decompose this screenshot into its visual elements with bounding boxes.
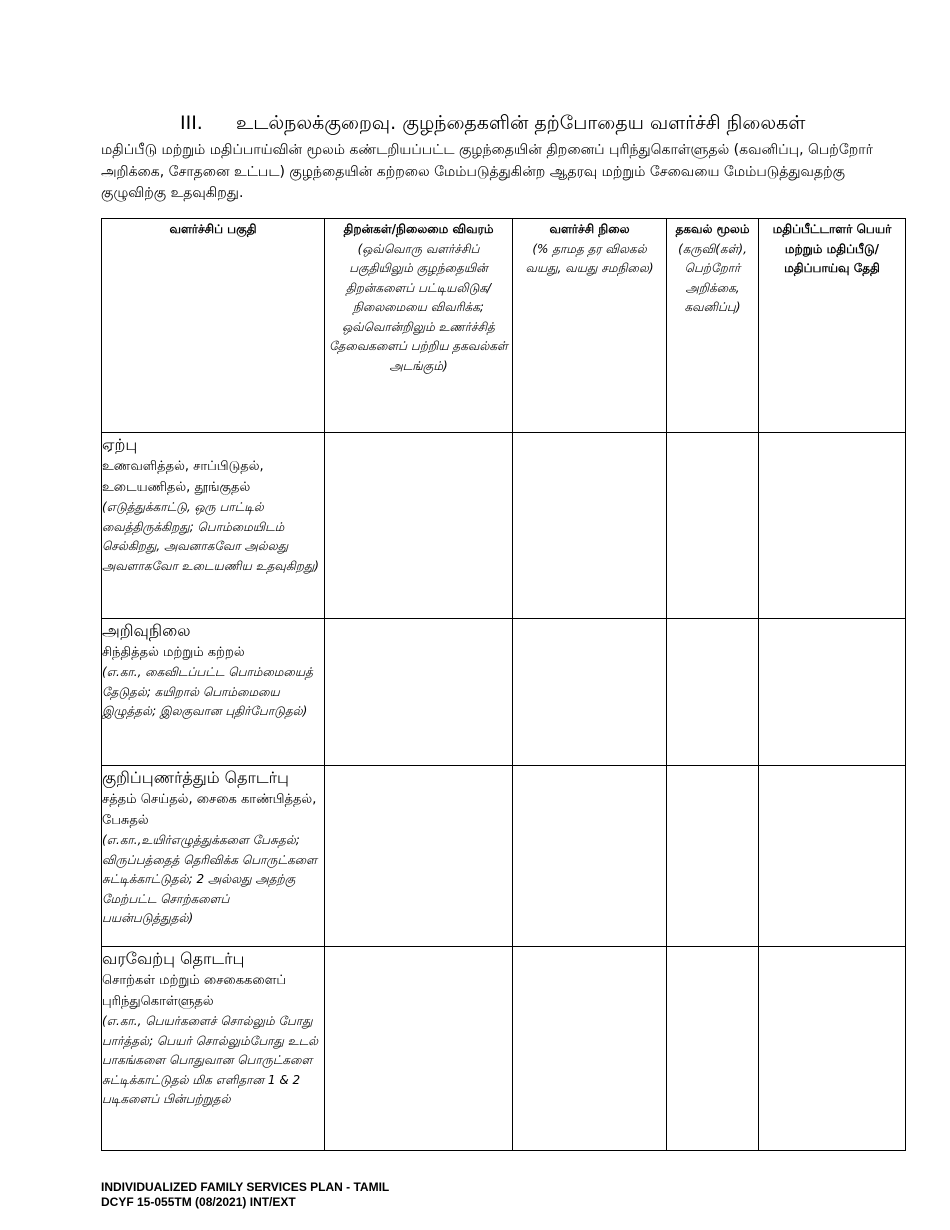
skills-cell[interactable] (325, 947, 513, 1151)
level-cell[interactable] (513, 766, 667, 947)
area-cell-cognitive: அறிவுநிலை சிந்தித்தல் மற்றும் கற்றல் (எ.கா., கைவிடப்பட்ட பொம்மையைத் தேடுதல்; கயிறால் பொம்மையை இழுத்தல்; இலகுவான புதிர்போடுதல்) (102, 619, 325, 766)
source-cell[interactable] (667, 619, 759, 766)
table-row (102, 619, 906, 766)
area-cell-adaptive: ஏற்பு உணவளித்தல், சாப்பிடுதல், உடையணிதல், தூங்குதல் (எடுத்துக்காட்டு, ஒரு பாட்டில் வைத்திருக்கிறது; பொம்மையிடம் செல்கிறது, அவனாகவோ அல்லது அவளாகவோ உடையணிய உதவுகிறது) (102, 433, 325, 619)
level-cell[interactable] (513, 433, 667, 619)
source-cell[interactable] (667, 433, 759, 619)
skills-cell[interactable] (325, 766, 513, 947)
area-cell-expressive-communication: குறிப்புணர்த்தும் தொடர்பு சத்தம் செய்தல், சைகை காண்பித்தல், பேசுதல் (எ.கா.,உயிர்எழுத்துக்களை பேசுதல்; விருப்பத்தைத் தெரிவிக்க பொருட்களை சுட்டிக்காட்டுதல்; 2 அல்லது அதற்கு மேற்பட்ட சொற்களைப் பயன்படுத்துதல்) (102, 766, 325, 947)
footer-form-number: DCYF 15-055TM (08/2021) INT/EXT (101, 1194, 296, 1209)
footer-form-title: INDIVIDUALIZED FAMILY SERVICES PLAN - TAMIL (101, 1180, 390, 1194)
section-number: III. (180, 112, 203, 134)
form-footer (101, 1180, 389, 1209)
section-intro: மதிப்பீடு மற்றும் மதிப்பாய்வின் மூலம் கண்டறியப்பட்ட குழந்தையின் திறனைப் புரிந்துகொள்ளுதல் (கவனிப்பு, பெற்றோர் அறிக்கை, சோதனை உட்பட) குழந்தையின் கற்றலை மேம்படுத்துகின்ற ஆதரவு மற்றும் சேவையை மேம்படுத்துவதற்கு குழுவிற்கு உதவுகிறது. (101, 142, 873, 201)
skills-cell[interactable] (325, 619, 513, 766)
section-heading (180, 112, 805, 137)
header-development-level: வளர்ச்சி நிலை (% தாமத தர விலகல் வயது, வயது சமநிலை) (513, 219, 667, 433)
area-cell-receptive-communication: வரவேற்பு தொடர்பு சொற்கள் மற்றும் சைகைகளைப் புரிந்துகொள்ளுதல் (எ.கா., பெயர்களைச் சொல்லும் போது பார்த்தல்; பெயர் சொல்லும்போது உடல் பாகங்களை பொதுவான பொருட்களை சுட்டிக்காட்டுதல் மிக எளிதான 1 & 2 படிகளைப் பின்பற்றுதல் (102, 947, 325, 1151)
source-cell[interactable] (667, 947, 759, 1151)
evaluator-cell[interactable] (759, 619, 906, 766)
header-evaluator-name-date: மதிப்பீட்டாளர் பெயர் மற்றும் மதிப்பீடு/மதிப்பாய்வு தேதி (759, 219, 906, 433)
section-title: உடல்நலக்குறைவு. குழந்தைகளின் தற்போதைய வளர்ச்சி நிலைகள் (236, 112, 806, 134)
source-cell[interactable] (667, 766, 759, 947)
development-table (101, 218, 906, 1151)
evaluator-cell[interactable] (759, 433, 906, 619)
level-cell[interactable] (513, 947, 667, 1151)
table-row (102, 433, 906, 619)
header-information-source: தகவல் மூலம் (கருவி(கள்), பெற்றோர் அறிக்கை, கவனிப்பு) (667, 219, 759, 433)
level-cell[interactable] (513, 619, 667, 766)
skills-cell[interactable] (325, 433, 513, 619)
evaluator-cell[interactable] (759, 766, 906, 947)
table-row (102, 766, 906, 947)
header-development-area: வளர்ச்சிப் பகுதி (102, 219, 325, 433)
table-row (102, 947, 906, 1151)
table-header-row (102, 219, 906, 433)
evaluator-cell[interactable] (759, 947, 906, 1151)
header-skills-status: திறன்கள்/நிலைமை விவரம் (ஒவ்வொரு வளர்ச்சிப் பகுதியிலும் குழந்தையின் திறன்களைப் பட்டியலிடுக/நிலைமையை விவரிக்க; ஒவ்வொன்றிலும் உணர்ச்சித் தேவைகளைப் பற்றிய தகவல்கள் அடங்கும்) (325, 219, 513, 433)
